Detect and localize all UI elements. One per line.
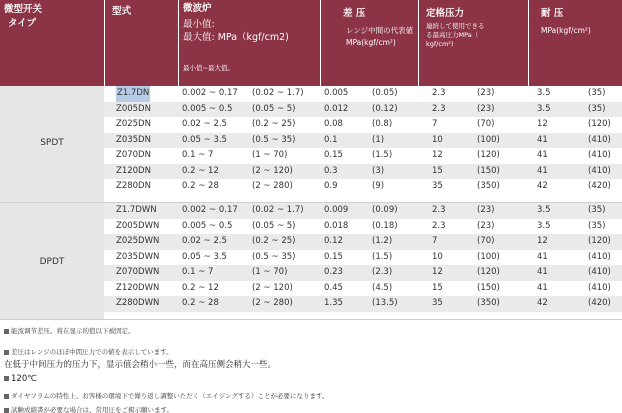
bullet-icon [4,329,9,334]
header-type-line1: 微型开关 [4,4,43,15]
cell-diff: 0.3 [324,165,338,176]
cell-range-kgf: (2 ~ 120) [252,165,293,176]
bullet-icon [4,350,9,355]
cell-rated-kgf: (350) [477,181,500,191]
header-type [0,0,104,86]
cell-range: 0.005 ~ 0.5 [182,103,233,114]
cell-diff: 0.45 [324,282,343,293]
cell-model: Z025DN [116,119,151,129]
cell-range: 0.1 ~ 7 [182,150,214,160]
table-row [0,148,622,164]
cell-range: 0.005 ~ 0.5 [182,220,233,231]
cell-withstand: 3.5 [537,220,551,231]
header-range-sub1: 最小值: [183,19,215,30]
note-6-text: 試験成績書が必要な場合は、常用圧をご掲示願います。 [11,406,173,413]
cell-withstand: 3.5 [537,103,551,114]
cell-rated-kgf: (70) [477,119,495,129]
header-rated-sub3: kgf/cm²) [426,40,454,48]
cell-rated: 12 [432,267,443,277]
cell-range-kgf: (0.5 ~ 35) [252,251,296,262]
cell-withstand-kgf: (410) [588,165,611,176]
cell-diff: 0.15 [324,150,343,160]
cell-withstand-kgf: (410) [588,134,611,145]
cell-range-kgf: (0.05 ~ 5) [252,103,296,114]
cell-withstand: 41 [537,282,548,293]
cell-rated-kgf: (100) [477,134,500,145]
table-row [0,179,622,195]
header-withstand [528,0,622,86]
cell-model: Z120DWN [116,282,160,293]
cell-withstand: 41 [537,150,548,160]
cell-diff-kgf: (0.12) [372,103,398,114]
cell-range: 0.2 ~ 28 [182,181,219,191]
cell-range-kgf: (0.2 ~ 25) [252,119,296,129]
cell-range: 0.2 ~ 28 [182,298,219,308]
header-withstand-sub: MPa(kgf/cm²) [541,26,591,35]
table-row [0,219,622,235]
bullet-icon [4,394,9,399]
cell-range: 0.05 ~ 3.5 [182,251,227,262]
group-separator [0,202,622,203]
table-row [0,164,622,180]
cell-diff: 0.23 [324,267,343,277]
cell-withstand-kgf: (410) [588,150,611,160]
table-row [0,265,622,281]
cell-range: 0.1 ~ 7 [182,267,214,277]
cell-range-kgf: (0.2 ~ 25) [252,236,296,246]
header-diff [320,0,418,86]
cell-diff-kgf: (2.3) [372,267,393,277]
table-row [0,102,622,118]
cell-withstand-kgf: (410) [588,282,611,293]
cell-diff-kgf: (0.05) [372,88,398,98]
cell-rated: 12 [432,150,443,160]
cell-model: Z280DN [116,181,151,191]
header-diff-sub2: MPa(kgf/cm²) [346,38,396,47]
cell-range-kgf: (2 ~ 280) [252,298,293,308]
cell-model: Z005DN [116,103,151,114]
cell-model: Z280DWN [116,298,160,308]
cell-diff-kgf: (0.18) [372,220,398,231]
cell-rated-kgf: (23) [477,88,495,98]
cell-model: Z035DWN [116,251,160,262]
cell-diff: 0.009 [324,205,349,215]
note-2-text: 差圧はレンジのほぼ中間圧力での値を表示しています。 [11,348,173,356]
cell-rated-kgf: (120) [477,267,500,277]
header-range [178,0,320,86]
cell-diff-kgf: (1.5) [372,251,393,262]
cell-diff: 0.9 [324,181,338,191]
cell-withstand-kgf: (420) [588,298,611,308]
cell-range-kgf: (0.02 ~ 1.7) [252,88,304,98]
cell-diff: 0.012 [324,103,349,114]
cell-diff-kgf: (1) [372,134,385,145]
cell-model: Z035DN [116,134,151,145]
cell-withstand-kgf: (410) [588,267,611,277]
cell-diff-kgf: (1.2) [372,236,393,246]
cell-diff: 0.005 [324,88,349,98]
header-model [104,0,178,86]
header-diff-title: 差 压 [343,8,366,19]
cell-range-kgf: (0.05 ~ 5) [252,220,296,231]
cell-rated-kgf: (350) [477,298,500,308]
cell-withstand: 41 [537,134,548,145]
cell-model: Z1.7DN [116,86,150,102]
cell-diff-kgf: (1.5) [372,150,393,160]
note-4-text: 120℃ [11,374,37,384]
cell-rated: 35 [432,298,443,308]
cell-diff: 1.35 [324,298,343,308]
note-2 [4,347,173,356]
group-dpdt-label: DPDT [39,257,65,267]
cell-rated: 15 [432,165,443,176]
cell-rated-kgf: (150) [477,282,500,293]
note-5-text: ダイヤフラムの特性上、お客様の環境下で繰り返し調整いただく（エイジングする）ことが必要になります。 [11,392,329,400]
cell-withstand: 12 [537,236,548,246]
cell-withstand: 12 [537,119,548,129]
cell-withstand-kgf: (35) [588,103,606,114]
header-range-title: 微波炉 [183,3,212,14]
note-3 [4,358,276,370]
cell-model: Z070DWN [116,267,160,277]
cell-withstand-kgf: (120) [588,236,611,246]
cell-withstand: 42 [537,298,548,308]
note-1 [4,326,135,335]
cell-rated: 15 [432,282,443,293]
header-rated-title: 定格压力 [426,8,465,19]
cell-range: 0.2 ~ 12 [182,165,219,176]
note-1-text: 能流调节差压。将在显示的值以下被固定。 [11,327,135,335]
bullet-icon [4,408,9,413]
table-header [0,0,622,86]
note-3-text: 在低于中间压力的压力下，显示值会稍小一些，而在高压侧会稍大一些。 [4,360,277,370]
cell-model: Z005DWN [116,220,160,231]
cell-rated-kgf: (120) [477,150,500,160]
cell-rated-kgf: (23) [477,205,495,215]
cell-diff: 0.15 [324,251,343,262]
table-row [0,234,622,250]
cell-diff-kgf: (3) [372,165,385,176]
cell-diff: 0.12 [324,236,343,246]
cell-rated: 2.3 [432,103,446,114]
cell-rated: 10 [432,251,443,262]
cell-range: 0.2 ~ 12 [182,282,219,293]
cell-withstand: 3.5 [537,205,551,215]
cell-rated-kgf: (23) [477,220,495,231]
group-spdt-label: SPDT [40,138,64,148]
cell-rated-kgf: (150) [477,165,500,176]
cell-range-kgf: (2 ~ 280) [252,181,293,191]
note-6 [4,405,173,413]
cell-withstand-kgf: (35) [588,220,606,231]
cell-diff: 0.08 [324,119,343,129]
cell-withstand: 42 [537,181,548,191]
note-4 [4,374,37,384]
cell-rated: 2.3 [432,220,446,231]
header-range-sub2: 最大值: MPa（kgf/cm2) [183,32,289,43]
cell-withstand: 41 [537,251,548,262]
cell-range-kgf: (0.02 ~ 1.7) [252,205,304,215]
cell-model: Z1.7DWN [116,205,157,215]
note-5 [4,391,329,400]
cell-rated-kgf: (70) [477,236,495,246]
cell-rated: 7 [432,236,438,246]
table-row [0,296,622,312]
header-rated-sub1: 連続して使用できる [426,22,485,30]
table-row [0,281,622,297]
cell-diff-kgf: (13.5) [372,298,398,308]
cell-range: 0.002 ~ 0.17 [182,88,238,98]
table-row [0,86,622,102]
cell-rated: 2.3 [432,205,446,215]
cell-diff-kgf: (9) [372,181,385,191]
table-row [0,203,622,219]
header-rated [418,0,528,86]
cell-diff-kgf: (0.8) [372,119,393,129]
cell-diff-kgf: (0.09) [372,205,398,215]
cell-rated: 35 [432,181,443,191]
header-type-line2: タイプ [8,18,37,29]
cell-withstand: 3.5 [537,88,551,98]
cell-model: Z025DWN [116,236,160,246]
cell-rated-kgf: (100) [477,251,500,262]
cell-withstand-kgf: (420) [588,181,611,191]
header-rated-sub2: る最高圧力MPa（ [426,31,479,39]
cell-withstand-kgf: (410) [588,251,611,262]
cell-range: 0.02 ~ 2.5 [182,236,227,246]
cell-withstand-kgf: (35) [588,205,606,215]
cell-range-kgf: (0.5 ~ 35) [252,134,296,145]
header-withstand-title: 耐 压 [541,8,564,19]
cell-range-kgf: (2 ~ 120) [252,282,293,293]
cell-rated: 10 [432,134,443,145]
table-row [0,133,622,149]
cell-diff-kgf: (4.5) [372,282,393,293]
cell-rated: 2.3 [432,88,446,98]
cell-withstand: 41 [537,267,548,277]
cell-withstand-kgf: (35) [588,88,606,98]
table-bottom-border [0,319,622,320]
cell-withstand-kgf: (120) [588,119,611,129]
cell-range-kgf: (1 ~ 70) [252,267,288,277]
cell-range: 0.02 ~ 2.5 [182,119,227,129]
cell-withstand: 41 [537,165,548,176]
cell-model: Z070DN [116,150,151,160]
cell-model: Z120DN [116,165,151,176]
cell-range: 0.002 ~ 0.17 [182,205,238,215]
cell-rated-kgf: (23) [477,103,495,114]
cell-range: 0.05 ~ 3.5 [182,134,227,145]
cell-range-kgf: (1 ~ 70) [252,150,288,160]
header-diff-sub1: レンジ中間の代表値 [346,26,414,35]
cell-diff: 0.1 [324,134,338,145]
table-row [0,250,622,266]
header-model-label: 型式 [112,6,132,17]
cell-rated: 7 [432,119,438,129]
header-range-note: 最小值~最大值。 [183,64,234,72]
bullet-icon [4,376,9,381]
cell-diff: 0.018 [324,220,349,231]
table-row [0,117,622,133]
